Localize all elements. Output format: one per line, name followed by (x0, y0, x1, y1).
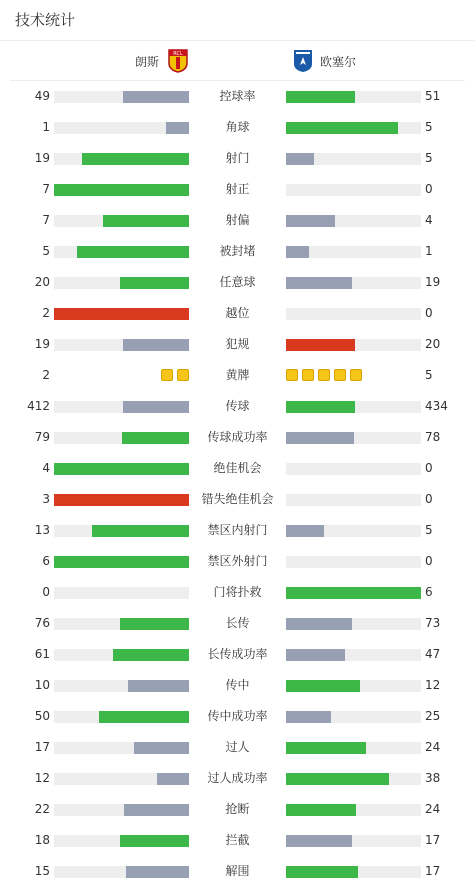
away-stat-value: 5 (425, 120, 433, 134)
away-stat-bar (286, 649, 421, 661)
home-stat-value: 5 (42, 244, 50, 258)
home-stat-bar (54, 463, 189, 475)
home-stat-bar (54, 494, 189, 506)
header-divider (0, 40, 475, 41)
yellow-card-icon (177, 369, 189, 381)
away-stat-bar (286, 91, 421, 103)
away-stat-value: 19 (425, 275, 441, 289)
svg-text:RCL: RCL (173, 51, 183, 57)
home-stat-bar (54, 804, 189, 816)
home-stat-bar (54, 184, 189, 196)
team-divider (10, 80, 465, 81)
home-stat-bar-fill (126, 866, 189, 878)
yellow-card-icon (350, 369, 362, 381)
stat-row (0, 551, 475, 571)
stat-row (0, 582, 475, 602)
home-stat-bar (54, 215, 189, 227)
home-stat-bar (54, 680, 189, 692)
home-stat-bar (54, 308, 189, 320)
stat-row (0, 861, 475, 881)
stat-label: 任意球 (219, 275, 256, 289)
stat-label: 解围 (225, 864, 250, 878)
home-stat-value: 50 (34, 709, 50, 723)
home-stat-bar-fill (113, 649, 189, 661)
away-stat-value: 4 (425, 213, 433, 227)
stat-label: 过人成功率 (207, 771, 268, 785)
away-stat-bar (286, 494, 421, 506)
home-yellow-cards (161, 369, 189, 381)
stat-label: 长传成功率 (207, 647, 268, 661)
lens-crest-icon (167, 48, 189, 74)
home-stat-bar-fill (120, 277, 189, 289)
home-stat-bar-fill (54, 308, 189, 320)
home-stat-value: 10 (34, 678, 50, 692)
home-stat-bar (54, 339, 189, 351)
away-stat-bar (286, 153, 421, 165)
away-stat-bar (286, 401, 421, 413)
away-stat-value: 0 (425, 554, 433, 568)
away-stat-value: 5 (425, 368, 433, 382)
home-stat-bar-fill (120, 835, 189, 847)
stat-row (0, 706, 475, 726)
away-team-name: 欧塞尔 (320, 54, 357, 69)
yellow-card-icon (286, 369, 298, 381)
stat-label: 拦截 (225, 833, 250, 847)
away-stat-value: 20 (425, 337, 441, 351)
stat-row (0, 427, 475, 447)
away-stat-bar (286, 618, 421, 630)
away-stat-bar-fill (286, 215, 335, 227)
home-stat-bar (54, 122, 189, 134)
away-stat-value: 434 (425, 399, 448, 413)
away-stat-value: 25 (425, 709, 441, 723)
home-stat-bar-fill (99, 711, 189, 723)
stat-label: 传球成功率 (207, 430, 268, 444)
home-stat-bar-fill (54, 184, 189, 196)
home-stat-value: 12 (34, 771, 50, 785)
home-stat-value: 76 (34, 616, 50, 630)
home-stat-value: 0 (42, 585, 50, 599)
away-stat-bar (286, 680, 421, 692)
home-stat-bar-fill (128, 680, 189, 692)
home-stat-value: 49 (34, 89, 50, 103)
away-stat-bar-fill (286, 432, 354, 444)
stat-row (0, 303, 475, 323)
away-stat-bar (286, 742, 421, 754)
home-stat-value: 7 (42, 182, 50, 196)
home-stat-bar (54, 742, 189, 754)
stat-row (0, 737, 475, 757)
away-stat-bar-fill (286, 649, 345, 661)
away-stat-bar-fill (286, 277, 352, 289)
home-stat-bar-fill (157, 773, 189, 785)
stat-row (0, 210, 475, 230)
stat-row (0, 458, 475, 478)
away-stat-bar (286, 804, 421, 816)
away-stat-value: 38 (425, 771, 441, 785)
away-stat-bar-fill (286, 587, 421, 599)
home-stat-value: 19 (34, 151, 50, 165)
home-stat-value: 6 (42, 554, 50, 568)
away-stat-bar (286, 587, 421, 599)
away-stat-bar-fill (286, 773, 389, 785)
away-stat-value: 1 (425, 244, 433, 258)
home-stat-value: 17 (34, 740, 50, 754)
stat-label: 错失绝佳机会 (201, 492, 274, 506)
stat-label: 禁区外射门 (207, 554, 268, 568)
stat-label: 传中成功率 (207, 709, 268, 723)
stat-label: 射正 (225, 182, 250, 196)
away-stat-bar-fill (286, 618, 352, 630)
home-stat-value: 7 (42, 213, 50, 227)
home-stat-value: 3 (42, 492, 50, 506)
away-stat-bar-fill (286, 401, 355, 413)
stat-label: 越位 (225, 306, 250, 320)
away-stat-value: 73 (425, 616, 441, 630)
away-stat-bar (286, 215, 421, 227)
auxerre-crest-icon (292, 48, 314, 74)
home-stat-bar (54, 587, 189, 599)
home-stat-bar-fill (103, 215, 189, 227)
home-stat-bar (54, 525, 189, 537)
stat-label: 射偏 (225, 213, 250, 227)
away-stat-value: 24 (425, 740, 441, 754)
home-team (135, 47, 189, 75)
away-stat-bar (286, 339, 421, 351)
away-stat-value: 0 (425, 461, 433, 475)
away-stat-value: 0 (425, 492, 433, 506)
yellow-card-icon (334, 369, 346, 381)
home-stat-bar (54, 153, 189, 165)
home-stat-value: 61 (34, 647, 50, 661)
home-stat-bar (54, 277, 189, 289)
stat-row (0, 272, 475, 292)
stat-label: 犯规 (225, 337, 250, 351)
home-stat-bar-fill (54, 463, 189, 475)
home-stat-value: 19 (34, 337, 50, 351)
away-stat-bar (286, 122, 421, 134)
yellow-card-icon (161, 369, 173, 381)
home-stat-bar-fill (92, 525, 189, 537)
stat-label: 传球 (225, 399, 250, 413)
stat-row (0, 241, 475, 261)
stat-row (0, 675, 475, 695)
yellow-card-icon (302, 369, 314, 381)
away-stat-bar-fill (286, 153, 314, 165)
home-stat-bar-fill (134, 742, 189, 754)
home-stat-value: 20 (34, 275, 50, 289)
home-stat-bar (54, 649, 189, 661)
home-stat-bar (54, 246, 189, 258)
away-stat-bar (286, 525, 421, 537)
home-stat-value: 412 (27, 399, 50, 413)
home-stat-bar-fill (54, 556, 189, 568)
stat-row (0, 86, 475, 106)
stat-label: 黄牌 (225, 368, 250, 382)
home-stat-bar (54, 711, 189, 723)
away-stat-bar-fill (286, 742, 366, 754)
away-stat-bar-fill (286, 835, 352, 847)
home-stat-bar-fill (54, 494, 189, 506)
stat-row (0, 520, 475, 540)
home-stat-bar-fill (77, 246, 189, 258)
away-stat-bar (286, 773, 421, 785)
away-stat-bar-fill (286, 91, 355, 103)
stat-label: 被封堵 (219, 244, 256, 258)
home-stat-value: 79 (34, 430, 50, 444)
home-stat-bar (54, 618, 189, 630)
home-stat-bar (54, 773, 189, 785)
stat-label: 抢断 (225, 802, 250, 816)
away-stat-bar (286, 556, 421, 568)
home-stat-bar-fill (123, 91, 189, 103)
home-stat-bar (54, 835, 189, 847)
home-stat-value: 4 (42, 461, 50, 475)
home-stat-bar (54, 556, 189, 568)
away-stat-bar (286, 246, 421, 258)
away-stat-bar-fill (286, 711, 331, 723)
stat-row (0, 365, 475, 385)
away-stat-bar-fill (286, 339, 355, 351)
away-stat-bar (286, 432, 421, 444)
away-stat-bar (286, 463, 421, 475)
away-stat-bar (286, 711, 421, 723)
home-team-name: 朗斯 (134, 54, 159, 69)
home-stat-bar-fill (123, 401, 189, 413)
away-stat-bar-fill (286, 804, 356, 816)
home-stat-bar-fill (166, 122, 189, 134)
away-stat-value: 51 (425, 89, 441, 103)
home-stat-bar (54, 866, 189, 878)
stat-row (0, 613, 475, 633)
away-stat-value: 47 (425, 647, 441, 661)
home-stat-bar (54, 401, 189, 413)
home-stat-bar-fill (120, 618, 189, 630)
stat-label: 长传 (225, 616, 250, 630)
home-stat-bar-fill (82, 153, 189, 165)
stat-row (0, 117, 475, 137)
stat-row (0, 148, 475, 168)
away-stat-bar-fill (286, 866, 358, 878)
page-title: 技术统计 (15, 11, 76, 29)
stat-row (0, 799, 475, 819)
stat-label: 控球率 (219, 89, 256, 103)
home-stat-value: 13 (34, 523, 50, 537)
away-stat-bar (286, 835, 421, 847)
away-stat-bar (286, 184, 421, 196)
away-stat-bar-fill (286, 680, 360, 692)
stat-label: 射门 (225, 151, 250, 165)
stat-label: 禁区内射门 (207, 523, 268, 537)
home-stat-value: 22 (34, 802, 50, 816)
away-stat-value: 5 (425, 523, 433, 537)
home-stat-value: 18 (34, 833, 50, 847)
yellow-card-icon (318, 369, 330, 381)
stat-row (0, 179, 475, 199)
home-stat-bar (54, 91, 189, 103)
home-stat-value: 15 (34, 864, 50, 878)
away-stat-value: 5 (425, 151, 433, 165)
stat-label: 传中 (225, 678, 250, 692)
away-stat-bar-fill (286, 525, 324, 537)
stat-row (0, 334, 475, 354)
stat-row (0, 768, 475, 788)
away-yellow-cards (286, 369, 362, 381)
away-stat-value: 17 (425, 864, 441, 878)
stat-label: 门将扑救 (213, 585, 262, 599)
away-stat-value: 17 (425, 833, 441, 847)
stat-label: 过人 (225, 740, 250, 754)
away-stat-value: 12 (425, 678, 441, 692)
away-stat-value: 0 (425, 182, 433, 196)
home-stat-value: 1 (42, 120, 50, 134)
stat-label: 绝佳机会 (213, 461, 262, 475)
away-stat-bar-fill (286, 246, 309, 258)
home-stat-value: 2 (42, 306, 50, 320)
stat-row (0, 489, 475, 509)
stat-row (0, 396, 475, 416)
home-stat-bar (54, 432, 189, 444)
home-stat-bar-fill (124, 804, 189, 816)
away-stat-bar (286, 866, 421, 878)
stat-label: 角球 (225, 120, 250, 134)
away-stat-value: 0 (425, 306, 433, 320)
home-stat-bar-fill (123, 339, 189, 351)
away-stat-value: 6 (425, 585, 433, 599)
away-stat-bar-fill (286, 122, 398, 134)
away-stat-value: 24 (425, 802, 441, 816)
stat-row (0, 830, 475, 850)
stat-row (0, 644, 475, 664)
away-stat-bar (286, 308, 421, 320)
away-stat-bar (286, 277, 421, 289)
home-stat-value: 2 (42, 368, 50, 382)
away-stat-value: 78 (425, 430, 441, 444)
away-team (292, 47, 356, 75)
home-stat-bar-fill (122, 432, 190, 444)
